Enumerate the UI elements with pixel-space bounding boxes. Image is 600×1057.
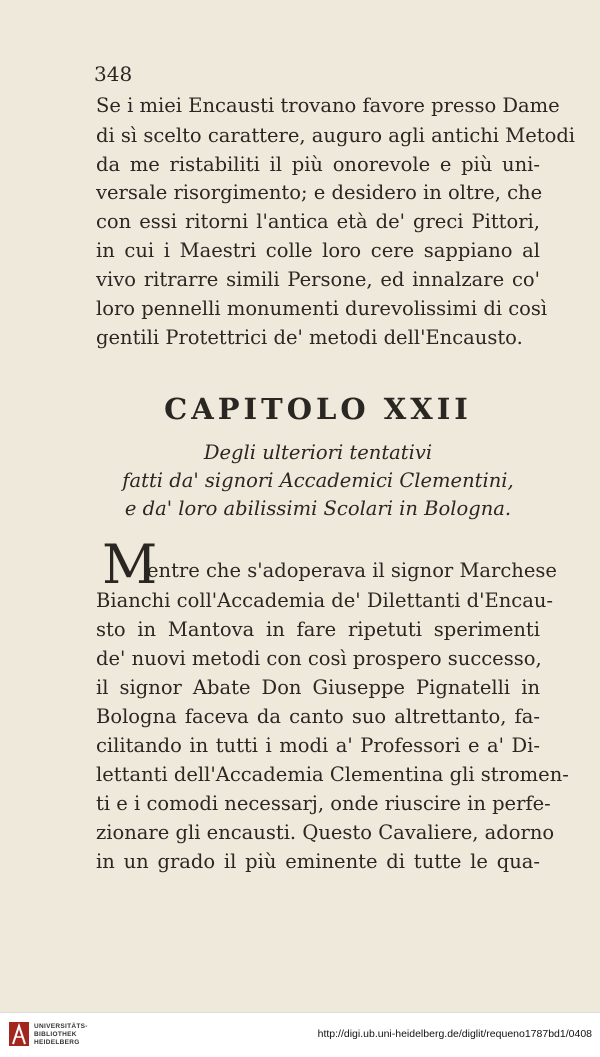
text-line: Se i miei Encausti trovano favore presso Dame <box>96 94 560 117</box>
chapter-heading: CAPITOLO XXII <box>164 392 472 426</box>
library-line: BIBLIOTHEK <box>34 1031 77 1038</box>
library-line: UNIVERSITÄTS- <box>34 1023 88 1030</box>
text-line: sto in Mantova in fare ripetuti sperimenti <box>96 618 540 641</box>
text-line: ti e i comodi necessarj, onde riuscire in perfe- <box>96 792 551 815</box>
viewer-footer <box>0 1012 600 1057</box>
text-line: entre che s'adoperava il signor Marchese <box>147 559 557 582</box>
page-number: 348 <box>94 62 133 86</box>
text-line: con essi ritorni l'antica età de' greci Pittori, <box>96 210 540 233</box>
text-line: il signor Abate Don Giuseppe Pignatelli in <box>96 676 540 699</box>
text-line: di sì scelto carattere, auguro agli antichi Metodi <box>96 124 576 147</box>
text-line: gentili Protettrici de' metodi dell'Encausto. <box>96 326 523 349</box>
text-line: de' nuovi metodi con così prospero successo, <box>96 647 542 670</box>
text-line: loro pennelli monumenti durevolissimi di così <box>96 297 548 320</box>
text-line: versale risorgimento; e desidero in oltre, che <box>96 181 543 204</box>
chapter-subtitle: Degli ulteriori tentativi <box>203 441 433 464</box>
library-line: HEIDELBERG <box>34 1039 80 1046</box>
text-line: Bologna faceva da canto suo altrettanto, fa- <box>96 705 540 728</box>
chapter-subtitle: fatti da' signori Accademici Clementini, <box>122 469 514 492</box>
text-line: Bianchi coll'Accademia de' Dilettanti d'Encau- <box>96 589 553 612</box>
library-name <box>34 1023 88 1047</box>
chapter-subtitle: e da' loro abilissimi Scolari in Bologna. <box>124 497 512 520</box>
text-line: vivo ritrarre simili Persone, ed innalzare co' <box>96 268 540 291</box>
text-line: zionare gli encausti. Questo Cavaliere, adorno <box>96 821 555 844</box>
text-line: da me ristabiliti il più onorevole e più uni- <box>96 153 540 176</box>
drop-cap: M <box>102 533 158 596</box>
text-line: in un grado il più eminente di tutte le qua- <box>96 850 540 873</box>
text-line: cilitando in tutti i modi a' Professori e a' Di- <box>96 734 540 757</box>
text-line: in cui i Maestri colle loro cere sappiano al <box>96 239 540 262</box>
university-logo-icon <box>8 1019 30 1049</box>
source-url-link[interactable]: http://digi.ub.uni-heidelberg.de/diglit/requeno1787bd1/0408 <box>317 1028 592 1040</box>
text-line: lettanti dell'Accademia Clementina gli stromen- <box>96 763 569 786</box>
